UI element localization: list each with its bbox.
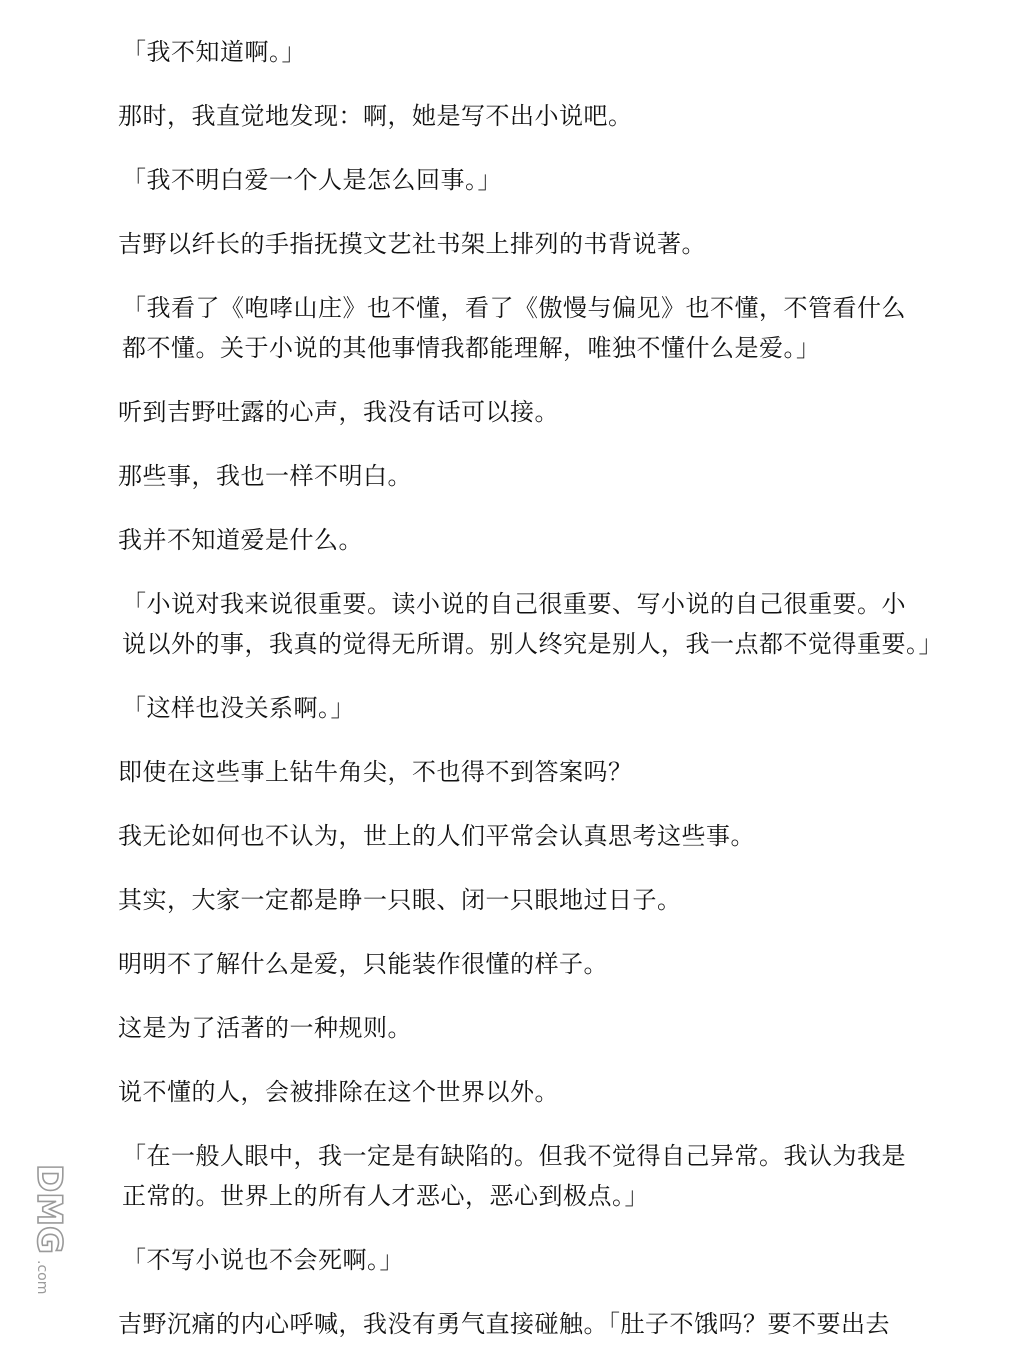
paragraph-4: 吉野以纤长的手指抚摸文艺社书架上排列的书背说著。: [118, 230, 706, 258]
paragraph-15: 这是为了活著的一种规则。: [118, 1014, 412, 1042]
paragraph-10: 「这样也没关系啊。」: [122, 694, 355, 722]
paragraph-9: 「小说对我来说很重要。读小说的自己很重要、写小说的自己很重要。小 说以外的事，我真的觉得无所谓。别人终究是别人，我一点都不觉得重要。」: [122, 590, 943, 658]
paragraph-2: 那时，我直觉地发现：啊，她是写不出小说吧。: [118, 102, 633, 130]
paragraph-8: 我并不知道爱是什么。: [118, 526, 363, 554]
text-page: [118, 32, 958, 1368]
paragraph-19: 吉野沉痛的内心呼喊，我没有勇气直接碰触。「肚子不饿吗？要不要出去: [118, 1310, 890, 1338]
paragraph-5: 「我看了《咆哮山庄》也不懂，看了《傲慢与偏见》也不懂，不管看什么 都不懂。关于小说的其他事情我都能理解，唯独不懂什么是爱。」: [122, 294, 906, 362]
paragraph-18: 「不写小说也不会死啊。」: [122, 1246, 404, 1274]
paragraph-16: 说不懂的人，会被排除在这个世界以外。: [118, 1078, 559, 1106]
paragraph-12: 我无论如何也不认为，世上的人们平常会认真思考这些事。: [118, 822, 755, 850]
paragraph-6: 听到吉野吐露的心声，我没有话可以接。: [118, 398, 559, 426]
paragraph-13: 其实，大家一定都是睁一只眼、闭一只眼地过日子。: [118, 886, 682, 914]
paragraph-11: 即使在这些事上钻牛角尖，不也得不到答案吗？: [118, 758, 633, 786]
svg-text:DMG: DMG: [29, 1164, 69, 1254]
paragraph-7: 那些事，我也一样不明白。: [118, 462, 412, 490]
paragraph-14: 明明不了解什么是爱，只能装作很懂的样子。: [118, 950, 608, 978]
dmg-logo-icon: [8, 1160, 69, 1310]
paragraph-17: 「在一般人眼中，我一定是有缺陷的。但我不觉得自己异常。我认为我是 正常的。世界上的所有人才恶心，恶心到极点。」: [122, 1142, 906, 1210]
paragraph-1: 「我不知道啊。」: [122, 38, 306, 66]
svg-text:.com: .com: [34, 1260, 50, 1295]
paragraph-3: 「我不明白爱一个人是怎么回事。」: [122, 166, 502, 194]
